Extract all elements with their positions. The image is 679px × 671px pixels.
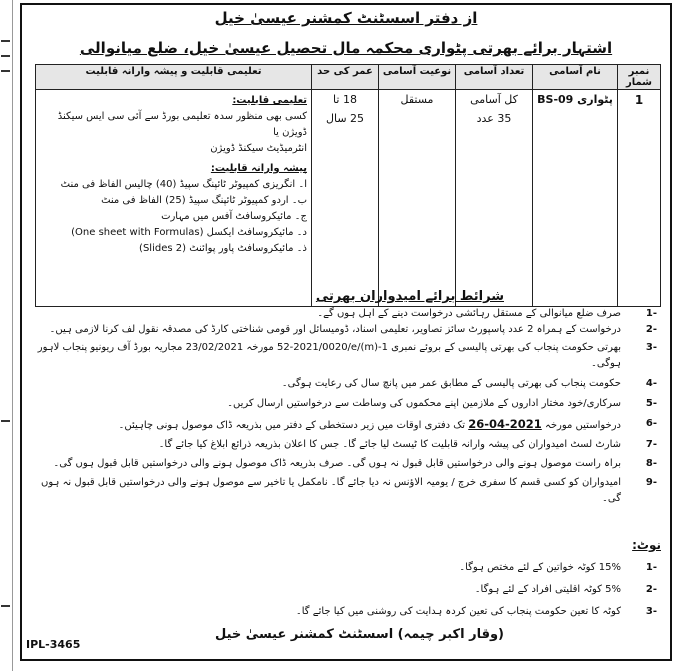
education-heading: تعلیمی قابلیت: xyxy=(232,95,307,106)
cell-qualification xyxy=(36,90,312,307)
list-item xyxy=(35,581,661,603)
ad-title-text: اشتہار برائے بھرتی پٹواری محکمہ مال تحصیل عیسیٰ خیل، ضلع میانوالی xyxy=(79,39,613,57)
condition-text-pre: درخواستیں مورخہ xyxy=(544,420,621,431)
cell-serial: 1 xyxy=(618,90,661,307)
professional-line: د۔ مائیکروسافٹ ایکسل (One sheet with Formulas) xyxy=(71,227,307,238)
notes-list xyxy=(35,559,661,625)
count-number: 35 عدد xyxy=(476,112,512,125)
condition-text: شارٹ لسٹ امیدواران کی پیشہ وارانہ قابلیت کا ٹیسٹ لیا جائے گا۔ جس کا اعلان بذریعہ ذرائع ابلاغ کیا جائے گا۔ xyxy=(158,439,621,450)
signature-block: (وقار اکبر چیمہ) اسسٹنٹ کمشنر عیسیٰ خیل xyxy=(214,627,504,642)
conditions-list xyxy=(35,306,661,507)
conditions-title: شرائط برائے امیدواران بھرتی xyxy=(315,289,504,304)
note-number: 1- xyxy=(645,562,657,573)
professional-heading: پیشہ وارانہ قابلیت: xyxy=(210,163,307,174)
table-row xyxy=(36,90,661,307)
professional-line: ج۔ مائیکروسافٹ آفس میں مہارت xyxy=(161,211,307,222)
condition-text: براہ راست موصول ہونے والی درخواستیں قابل قبول نہ ہوں گی۔ صرف بذریعہ ڈاک موصول ہونے والی درخواستیں قابل قبول ہوں گی۔ xyxy=(53,458,621,469)
condition-text: سرکاری/خود مختار اداروں کے ملازمین اپنے محکموں کی وساطت سے درخواستیں ارسال کریں۔ xyxy=(227,398,621,409)
condition-text: حکومت پنجاب کی بھرتی پالیسی کے مطابق عمر میں پانچ سال کی رعایت ہوگی۔ xyxy=(281,378,621,389)
condition-number: 3- xyxy=(645,342,657,353)
list-item xyxy=(35,376,661,392)
col-count: تعداد آسامی xyxy=(456,65,533,90)
footer xyxy=(22,622,670,650)
condition-number: 1- xyxy=(645,308,657,319)
quota-percent: 5% xyxy=(605,584,621,595)
condition-text: امیدواران کو کسی قسم کا سفری خرچ / یومیہ الاؤنس نہ دیا جائے گا۔ نامکمل یا تاخیر سے موصول ہونے والی درخواستیں قابل قبول نہ ہوں گی۔ xyxy=(41,477,621,504)
age-max: 25 سال xyxy=(325,112,365,125)
professional-line: ب۔ اردو کمپیوٹر ٹائپنگ سپیڈ (25) الفاظ فی منٹ xyxy=(101,195,307,206)
condition-text: صرف ضلع میانوالی کے مستقل رہائشی درخواست دینے کے اہل ہوں گے۔ xyxy=(317,308,621,319)
list-item xyxy=(35,437,661,453)
cell-age xyxy=(312,90,379,307)
condition-text: بھرتی حکومت پنجاب کی بھرتی پالیسی کے بروئے نمبری 1-(m)/52-2021/0020/e مورخہ 23/02/2021 مجاریہ بورڈ آف ریونیو پنجاب لاہور ہوگی۔ xyxy=(37,342,621,369)
col-age: عمر کی حد xyxy=(312,65,379,90)
condition-number: 4- xyxy=(645,378,657,389)
cell-count xyxy=(456,90,533,307)
list-item xyxy=(35,396,661,412)
note-text: کوٹہ اقلیتی افراد کے لئے ہوگا۔ xyxy=(474,584,602,595)
count-total: کل آسامی xyxy=(470,93,518,106)
list-item xyxy=(35,475,661,507)
note-text: کوٹہ خواتین کے لئے مختص ہوگا۔ xyxy=(459,562,596,573)
list-item xyxy=(35,306,661,322)
condition-number: 7- xyxy=(645,439,657,450)
note-number: 3- xyxy=(645,606,657,617)
col-post: نام آسامی xyxy=(533,65,618,90)
col-qualification: تعلیمی قابلیت و پیشہ وارانہ قابلیت xyxy=(36,65,312,90)
office-heading-text: از دفتر اسسٹنٹ کمشنر عیسیٰ خیل xyxy=(214,9,478,27)
cell-post: پٹواری BS-09 xyxy=(533,90,618,307)
page-margin-strip xyxy=(0,0,13,671)
reference-code: IPL-3465 xyxy=(26,638,81,651)
quota-percent: 15% xyxy=(598,562,621,573)
list-item xyxy=(35,322,661,338)
condition-number: 2- xyxy=(645,324,657,335)
education-line-1: کسی بھی منظور سدہ تعلیمی بورڈ سے آئی سی ایس سیکنڈ ڈویژن یا xyxy=(57,111,307,138)
professional-line: ا۔ انگریزی کمپیوٹر ٹائپنگ سپیڈ (40) چالیس الفاظ فی منٹ xyxy=(60,179,307,190)
deadline-date: 26-04-2021 xyxy=(468,417,542,431)
list-item xyxy=(35,559,661,581)
office-heading xyxy=(22,9,670,27)
condition-number: 9- xyxy=(645,477,657,488)
list-item xyxy=(35,340,661,372)
professional-line: ذ۔ مائیکروسافٹ پاور پوائنٹ (2 Slides) xyxy=(139,243,307,254)
condition-number: 6- xyxy=(645,418,657,429)
note-text: کوٹہ کا تعین حکومت پنجاب کی تعین کردہ ہدایت کی روشنی میں کیا جائے گا۔ xyxy=(295,606,621,617)
note-number: 2- xyxy=(645,584,657,595)
vacancy-table xyxy=(35,64,661,307)
cell-nature: مستقل xyxy=(379,90,456,307)
col-nature: نوعیت آسامی xyxy=(379,65,456,90)
condition-number: 5- xyxy=(645,398,657,409)
list-item xyxy=(35,416,661,434)
list-item xyxy=(35,456,661,472)
job-advertisement xyxy=(20,3,672,661)
condition-text-post: تک دفتری اوقات میں زیر دستخطی کے دفتر میں بذریعہ ڈاک موصول ہونی چاہیئں۔ xyxy=(118,420,466,431)
condition-text: درخواست کے ہمراہ 2 عدد پاسپورٹ سائز تصاویر، تعلیمی اسناد، ڈومیسائل اور قومی شناختی کارڈ کی مصدقہ نقول لف کرنا لازمی ہیں۔ xyxy=(49,324,621,335)
condition-number: 8- xyxy=(645,458,657,469)
ad-title xyxy=(22,39,670,57)
note-title: نوٹ: xyxy=(632,538,661,552)
table-header-row xyxy=(36,65,661,90)
education-line-2: انٹرمیڈیٹ سیکنڈ ڈویژن xyxy=(210,143,307,154)
col-serial: نمبر شمار xyxy=(618,65,661,90)
age-min: 18 تا xyxy=(333,93,357,106)
